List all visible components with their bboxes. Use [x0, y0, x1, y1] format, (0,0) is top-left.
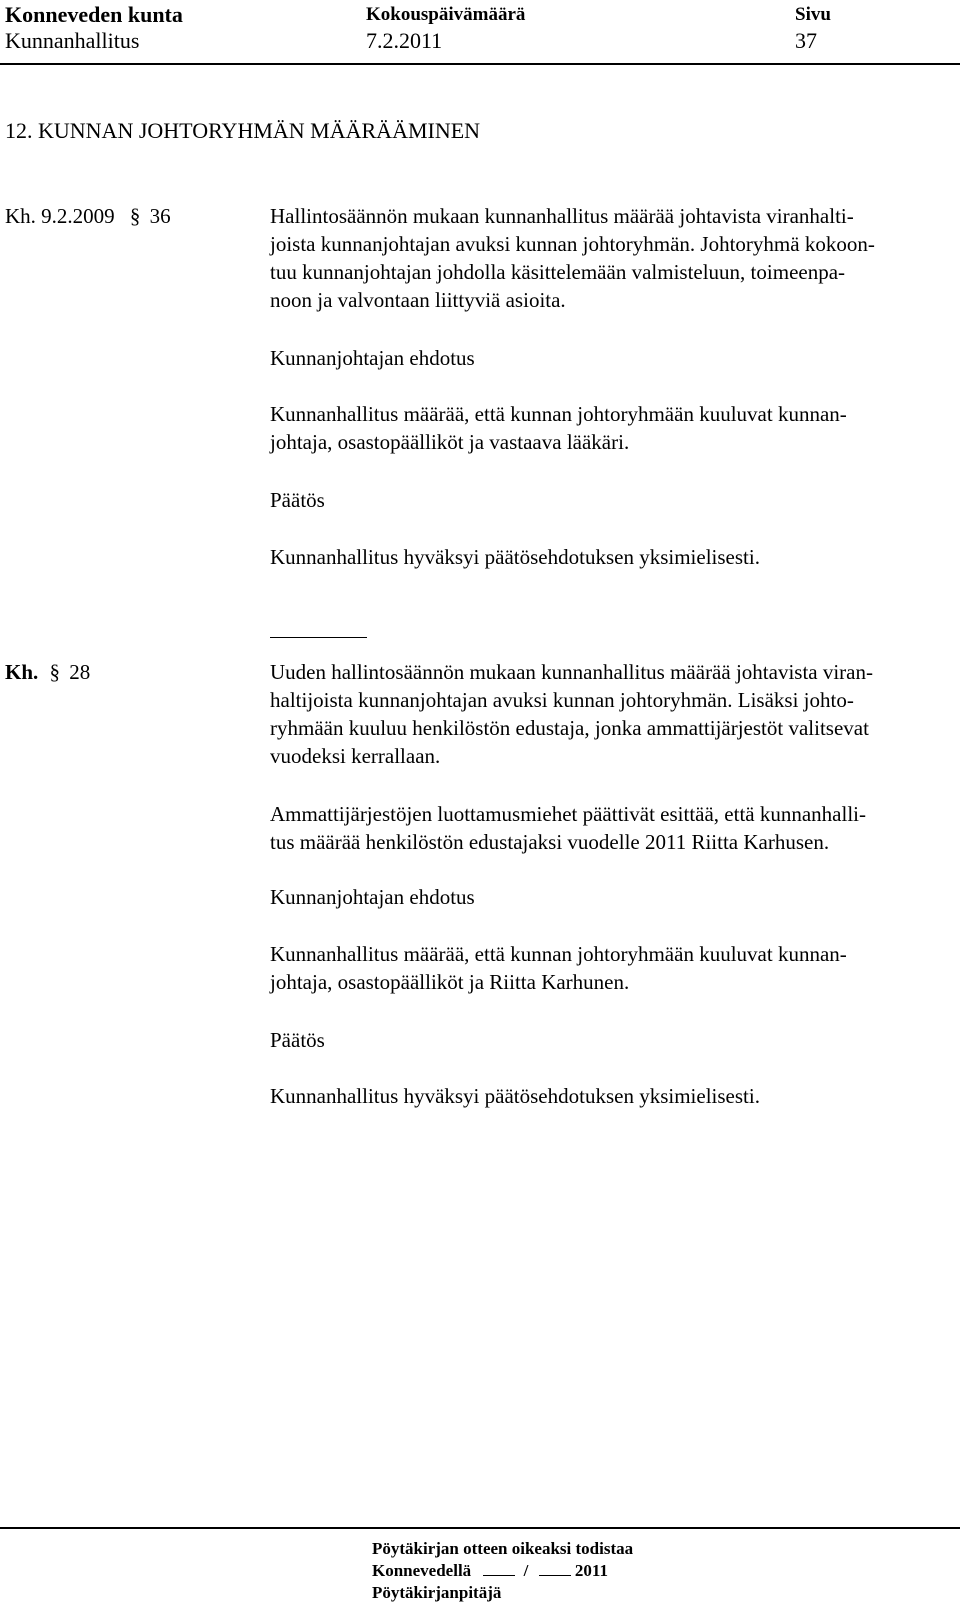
text-line: noon ja valvontaan liittyviä asioita.: [270, 288, 566, 312]
text-line: joista kunnanjohtajan avuksi kunnan johtoryhmän. Johtoryhmä kokoon-: [270, 232, 875, 256]
organization-name: Konneveden kunta: [5, 2, 183, 27]
day-blank: [483, 1561, 515, 1576]
header-rule: [0, 63, 960, 65]
text-line: haltijoista kunnanjohtajan avuksi kunnan johtoryhmän. Lisäksi johto-: [270, 688, 854, 712]
entry2-ref: Kh.: [5, 660, 39, 684]
entry2-text: [270, 658, 960, 770]
text-line: Kunnanhallitus määrää, että kunnan johtoryhmään kuuluvat kunnan-: [270, 942, 847, 966]
text-line: tus määrää henkilöstön edustajaksi vuodelle 2011 Riitta Karhusen.: [270, 830, 830, 854]
text-line: vuodeksi kerrallaan.: [270, 744, 441, 768]
entry2-proposal-heading: Kunnanjohtajan ehdotus: [270, 885, 475, 909]
text-line: Hallintosäännön mukaan kunnanhallitus määrää johtavista viranhalti-: [270, 204, 854, 228]
entry1-decision: Kunnanhallitus hyväksyi päätösehdotuksen yksimielisesti.: [270, 545, 760, 569]
month-blank: [539, 1561, 571, 1576]
entry1-decision-heading: Päätös: [270, 488, 325, 512]
text-line: johtaja, osastopäälliköt ja Riitta Karhunen.: [270, 970, 630, 994]
meeting-date: 7.2.2011: [366, 28, 443, 53]
place: Konnevedellä: [372, 1561, 472, 1580]
year: 2011: [574, 1561, 608, 1580]
entry2-decision-heading: Päätös: [270, 1028, 325, 1052]
secretary-line: Pöytäkirjanpitäjä: [372, 1583, 502, 1602]
page-number: 37: [795, 28, 817, 53]
text-line: ryhmään kuuluu henkilöstön edustaja, jonka ammattijärjestöt valitsevat: [270, 716, 869, 740]
date-slash: /: [523, 1561, 529, 1580]
entry2-reference: [5, 658, 90, 686]
entry2-decision: Kunnanhallitus hyväksyi päätösehdotuksen yksimielisesti.: [270, 1084, 760, 1108]
entry1-proposal: [270, 400, 960, 456]
text-line: johtaja, osastopäälliköt ja vastaava lääkäri.: [270, 430, 630, 454]
section-symbol: §: [129, 204, 141, 228]
text-line: tuu kunnanjohtajan johdolla käsittelemään valmisteluun, toimeenpa-: [270, 260, 846, 284]
entry2-text2: [270, 800, 960, 856]
entry1-reference: [5, 202, 171, 230]
entry1-ref: Kh. 9.2.2009: [5, 204, 115, 228]
entry1-text: [270, 202, 960, 314]
entry1-para-no: 36: [149, 204, 171, 228]
date-label: Kokouspäivämäärä: [366, 4, 526, 25]
text-line: Uuden hallintosäännön mukaan kunnanhallitus määrää johtavista viran-: [270, 660, 873, 684]
section-symbol: §: [49, 660, 61, 684]
section-title: 12. KUNNAN JOHTORYHMÄN MÄÄRÄÄMINEN: [5, 118, 481, 143]
body-name: Kunnanhallitus: [5, 28, 140, 53]
text-line: Kunnanhallitus määrää, että kunnan johtoryhmään kuuluvat kunnan-: [270, 402, 847, 426]
page-label: Sivu: [795, 4, 831, 25]
entry2-proposal: [270, 940, 960, 996]
entry1-proposal-heading: Kunnanjohtajan ehdotus: [270, 346, 475, 370]
place-date-line: [372, 1560, 608, 1582]
certification-line: Pöytäkirjan otteen oikeaksi todistaa: [372, 1539, 634, 1558]
text-line: Ammattijärjestöjen luottamusmiehet päättivät esittää, että kunnanhalli-: [270, 802, 866, 826]
entry2-para-no: 28: [69, 660, 91, 684]
footer-rule: [0, 1527, 960, 1529]
separator-rule: [270, 637, 367, 638]
